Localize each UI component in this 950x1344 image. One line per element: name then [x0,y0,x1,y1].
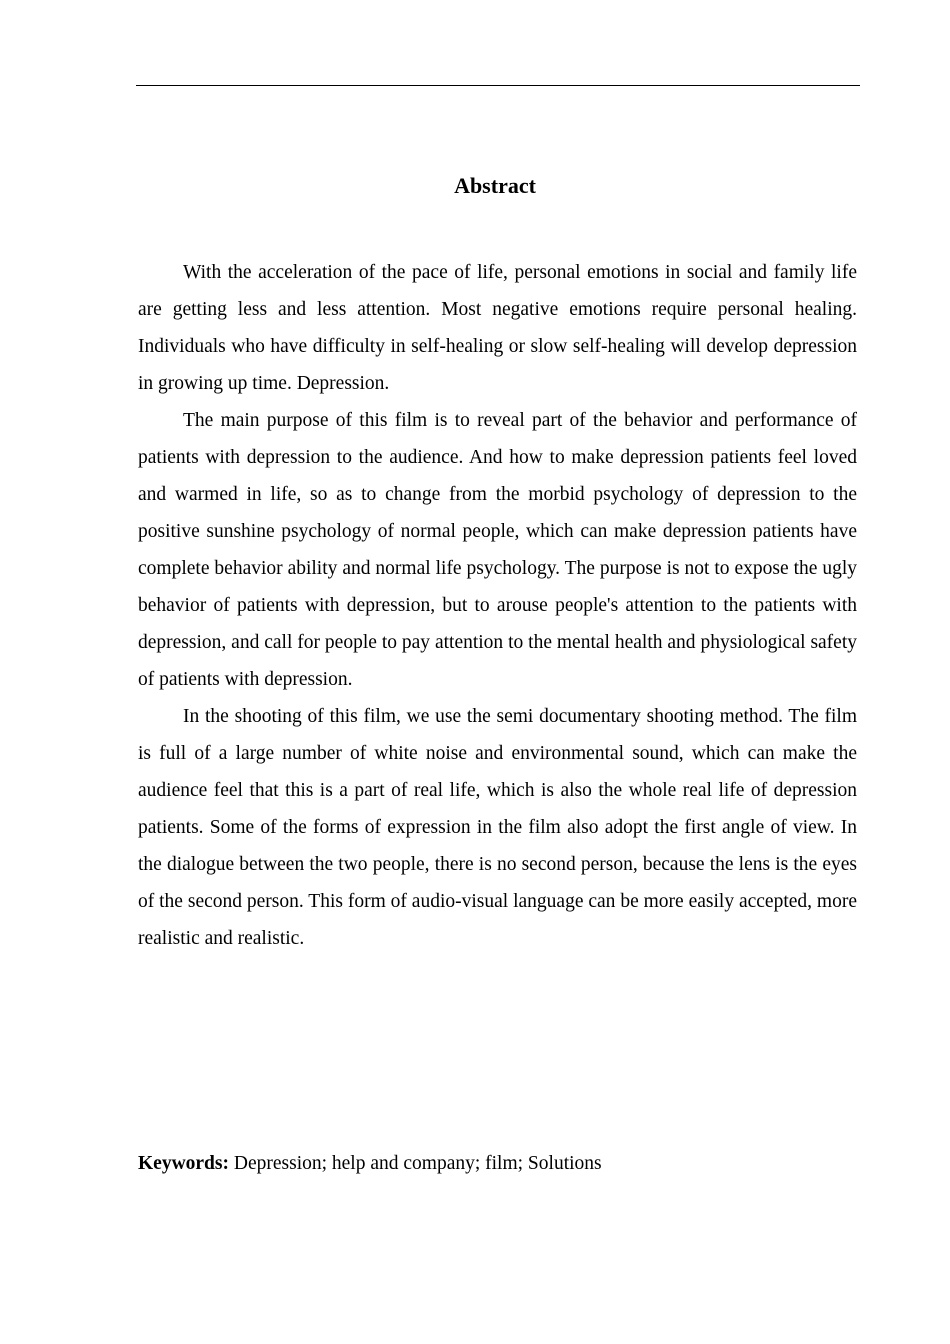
abstract-paragraph: The main purpose of this film is to reveal part of the behavior and performance of patients with depression to the audience. And how to make depression patients feel loved and warmed in life, so as to change from the morbid psychology of depression to the positive sunshine psychology of normal people, which can make depression patients have complete behavior ability and normal life psychology. The purpose is not to expose the ugly behavior of patients with depression, but to arouse people's attention to the patients with depression, and call for people to pay attention to the mental health and physiological safety of patients with depression. [138,410,857,690]
keywords-label: Keywords: [138,1153,229,1174]
header-rule [136,85,860,86]
page-title: Abstract [454,173,536,198]
keywords-value: Depression; help and company; film; Solutions [229,1153,602,1174]
keywords-line [138,1145,857,1182]
abstract-body [138,254,857,957]
abstract-paragraph: In the shooting of this film, we use the semi documentary shooting method. The film is full of a large number of white noise and environmental sound, which can make the audience feel that this is a part of real life, which is also the whole real life of depression patients. Some of the forms of expression in the film also adopt the first angle of view. In the dialogue between the two people, there is no second person, because the lens is the eyes of the second person. This form of audio-visual language can be more easily accepted, more realistic and realistic. [138,706,857,949]
abstract-paragraph: With the acceleration of the pace of life, personal emotions in social and family life are getting less and less attention. Most negative emotions require personal healing. Individuals who have difficulty in self-healing or slow self-healing will develop depression in growing up time. Depression. [138,262,857,394]
